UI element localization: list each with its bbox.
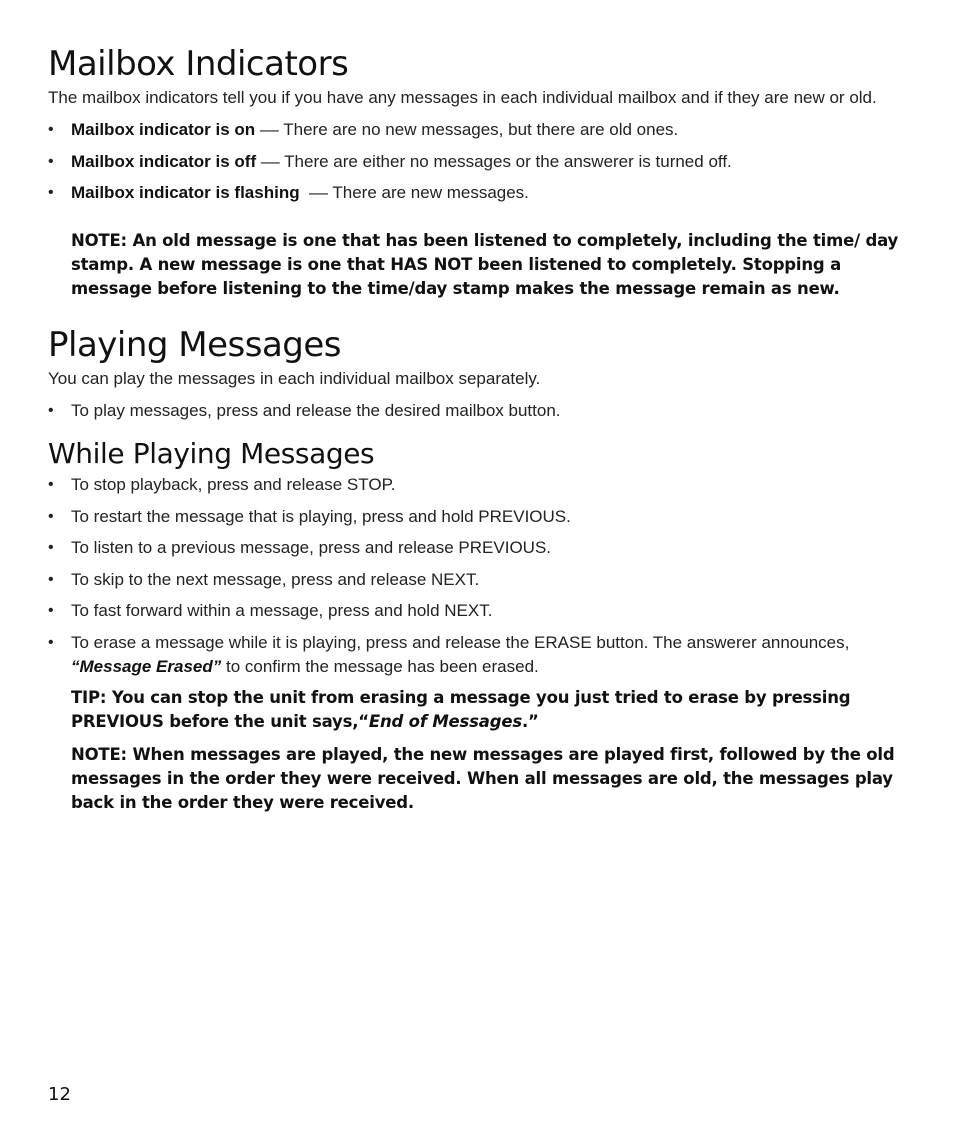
list-item (48, 505, 908, 529)
bullet-icon: • (48, 152, 54, 170)
end-of-messages-quote: End of Messages (368, 712, 522, 731)
list-item (48, 599, 908, 623)
indicator-term: Mailbox indicator is flashing (71, 183, 300, 202)
tip-note (71, 686, 908, 734)
list-item-text: To fast forward within a message, press and hold NEXT. (71, 601, 493, 620)
bullet-icon: • (48, 184, 54, 201)
bullet-icon: • (48, 633, 54, 651)
list-item (48, 150, 908, 174)
erase-text-after: to confirm the message has been erased. (221, 656, 539, 676)
list-item-text: To skip to the next message, press and release NEXT. (71, 569, 480, 589)
while-playing-list (48, 473, 908, 679)
list-item-text: To listen to a previous message, press and release PREVIOUS. (71, 538, 552, 557)
list-item (48, 568, 908, 592)
tip-text-after: .” (521, 712, 539, 731)
mailbox-indicator-list (48, 118, 908, 205)
list-item (48, 473, 908, 497)
indicator-term: Mailbox indicator is on (71, 120, 256, 139)
erase-text-before: To erase a message while it is playing, press and release the ERASE button. The answerer announces, (71, 632, 850, 652)
list-item (48, 399, 908, 423)
list-item-text: To stop playback, press and release STOP. (71, 475, 396, 494)
tip-text-before: TIP: You can stop the unit from erasing a message you just tried to erase by pressing PREVIOUS before the unit says,“ (71, 688, 851, 731)
bullet-icon: • (48, 539, 54, 556)
list-item (48, 536, 908, 560)
indicator-description: –– There are either no messages or the answerer is turned off. (256, 151, 732, 171)
while-playing-heading: While Playing Messages (48, 437, 375, 470)
old-new-message-note: NOTE: An old message is one that has been listened to completely, including the time/ day stamp. A new message is one that HAS NOT been listened to completely. Stopping a message before listening to the time/day stamp makes the message remain as new. (71, 231, 899, 298)
indicator-description: –– There are new messages. (299, 183, 529, 202)
indicator-term: Mailbox indicator is off (71, 151, 257, 171)
playing-messages-list (48, 399, 908, 423)
manual-page (48, 0, 908, 815)
mailbox-indicators-heading: Mailbox Indicators (48, 44, 349, 84)
bullet-icon: • (48, 402, 54, 419)
bullet-icon: • (48, 602, 54, 619)
bullet-icon: • (48, 121, 54, 138)
mailbox-indicators-intro: The mailbox indicators tell you if you have any messages in each individual mailbox and if they are new or old. (48, 88, 877, 107)
list-item-text: To play messages, press and release the desired mailbox button. (71, 401, 561, 420)
list-item (48, 181, 908, 205)
playing-messages-heading: Playing Messages (48, 325, 342, 365)
page-number: 12 (48, 1084, 71, 1105)
bullet-icon: • (48, 570, 54, 588)
playing-messages-intro: You can play the messages in each individual mailbox separately. (48, 369, 541, 388)
list-item (48, 631, 908, 679)
playback-order-note: NOTE: When messages are played, the new messages are played first, followed by the old messages in the order they were received. When all messages are old, the messages play back in the order they were received. (71, 745, 895, 812)
list-item-text: To restart the message that is playing, press and hold PREVIOUS. (71, 506, 571, 526)
indicator-description: –– There are no new messages, but there are old ones. (255, 120, 679, 139)
bullet-icon: • (48, 476, 54, 493)
message-erased-quote: “Message Erased” (71, 656, 222, 676)
bullet-icon: • (48, 507, 54, 525)
list-item (48, 118, 908, 142)
